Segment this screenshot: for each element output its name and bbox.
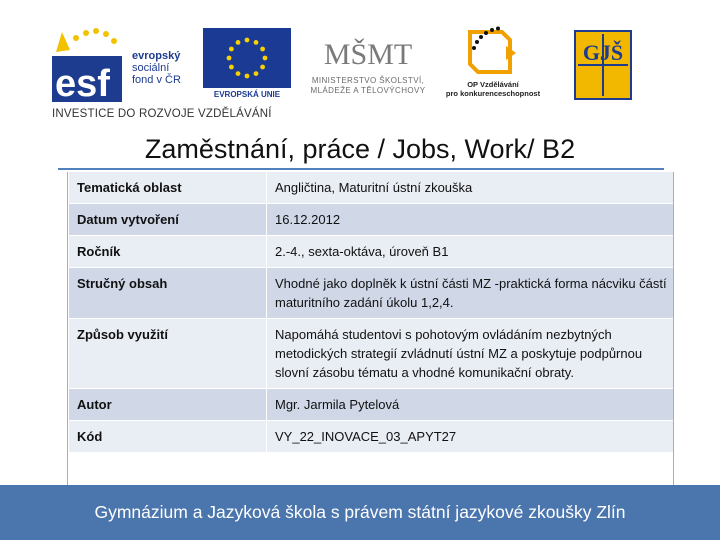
gjs-mark-icon	[574, 30, 632, 100]
row-value: 2.-4., sexta-oktáva, úroveň B1	[267, 236, 674, 268]
row-key: Kód	[69, 421, 267, 453]
esf-mark-icon	[52, 26, 130, 105]
row-value: Napomáhá studentovi s pohotovým ovládáním nezbytných metodických strategií zvládnutí ústní MZ a poskytuje podpůrnou slovní zásobu tématu a vhodné komunikační obraty.	[267, 319, 674, 389]
table-row	[69, 236, 674, 268]
msmt-line-1: MINISTERSTVO ŠKOLSTVÍ,	[311, 76, 425, 85]
row-key: Tematická oblast	[69, 172, 267, 204]
gjs-logo	[574, 30, 632, 100]
msmt-line-2: MLÁDEŽE A TĚLOVÝCHOVY	[310, 86, 426, 95]
row-key: Datum vytvoření	[69, 204, 267, 236]
esf-caption	[132, 50, 181, 86]
row-key: Autor	[69, 389, 267, 421]
esf-line-1: evropský	[132, 50, 181, 62]
footer-bar	[0, 485, 720, 540]
table-row	[69, 421, 674, 453]
investice-tagline: INVESTICE DO ROZVOJE VZDĚLÁVÁNÍ	[52, 108, 272, 120]
eu-caption: EVROPSKÁ UNIE	[213, 90, 281, 99]
esf-logo	[52, 26, 200, 105]
esf-mark-text: esf	[55, 63, 110, 105]
row-value: Angličtina, Maturitní ústní zkouška	[267, 172, 674, 204]
metadata-table	[68, 172, 674, 453]
title-divider	[58, 168, 664, 170]
op-line-1: OP Vzdělávání	[467, 80, 519, 89]
op-mark-icon	[462, 26, 522, 78]
table-row	[69, 268, 674, 319]
table-row	[69, 172, 674, 204]
gjs-mark-text: GJŠ	[582, 40, 624, 65]
msmt-caption	[296, 76, 440, 96]
row-value: Mgr. Jarmila Pytelová	[267, 389, 674, 421]
page-title: Zaměstnání, práce / Jobs, Work/ B2	[144, 134, 576, 164]
msmt-logo	[296, 26, 440, 102]
op-line-2: pro konkurenceschopnost	[445, 89, 541, 98]
table-row	[69, 204, 674, 236]
msmt-mark-text: MŠMT	[323, 38, 413, 71]
msmt-mark-icon	[323, 26, 413, 74]
logo-bar	[0, 0, 720, 130]
op-logo	[440, 26, 546, 104]
table-row	[69, 389, 674, 421]
eu-flag-icon	[203, 28, 291, 88]
row-key: Způsob využití	[69, 319, 267, 389]
eu-logo	[203, 28, 291, 100]
row-value: Vhodné jako doplněk k ústní části MZ -praktická forma nácviku částí maturitního zadání úkolu 1,2,4.	[267, 268, 674, 319]
row-value: VY_22_INOVACE_03_APYT27	[267, 421, 674, 453]
esf-line-2: sociální	[132, 62, 170, 74]
footer-text: Gymnázium a Jazyková škola s právem státní jazykové zkoušky Zlín	[94, 502, 626, 522]
op-caption	[440, 80, 546, 98]
table-row	[69, 319, 674, 389]
row-value: 16.12.2012	[267, 204, 674, 236]
row-key: Stručný obsah	[69, 268, 267, 319]
row-key: Ročník	[69, 236, 267, 268]
esf-line-3: fond v ČR	[132, 74, 181, 86]
